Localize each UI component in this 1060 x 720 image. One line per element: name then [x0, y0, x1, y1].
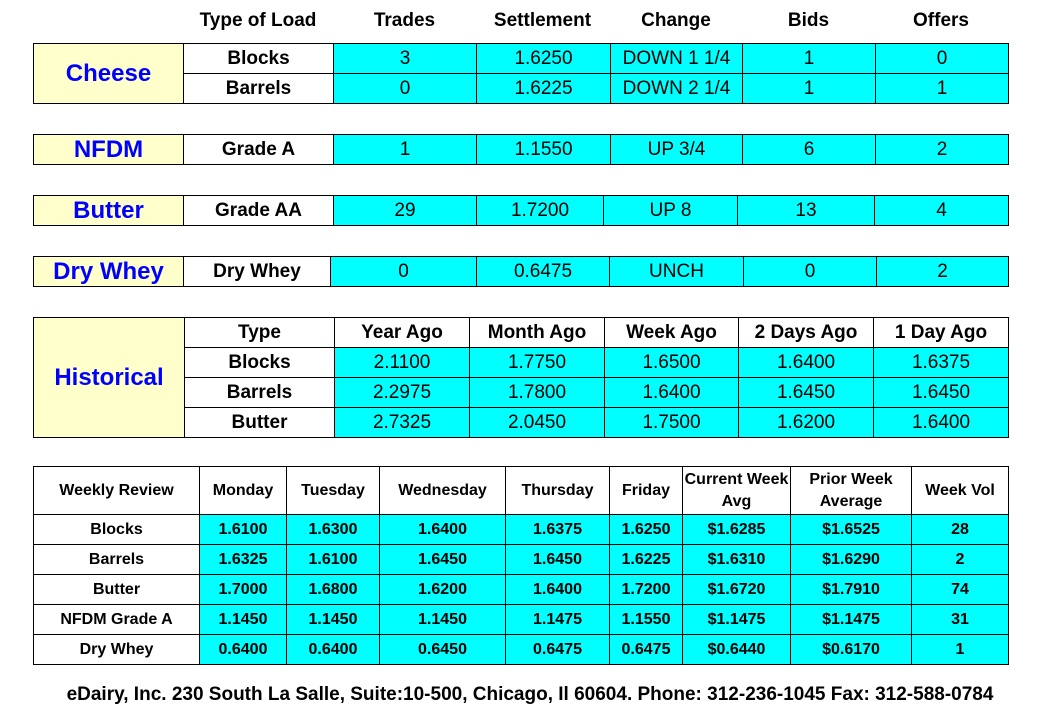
cheese-barrels-trades: 0 — [334, 74, 477, 104]
historical-row-label: Butter — [185, 408, 335, 438]
nfdm-label: NFDM — [34, 135, 184, 165]
weekly-row-label: Blocks — [34, 515, 200, 545]
weekly-cell: 1.6225 — [610, 545, 683, 575]
footer-contact: eDairy, Inc. 230 South La Salle, Suite:10-500, Chicago, Il 60604. Phone: 312-236-1045 Fax: 312-588-0784 — [66, 684, 994, 705]
historical-cell: 1.6400 — [874, 408, 1009, 438]
historical-cell: 2.7325 — [335, 408, 470, 438]
weekly-row-label: Barrels — [34, 545, 200, 575]
dry-whey-change: UNCH — [610, 257, 744, 287]
weekly-cell: 31 — [912, 605, 1009, 635]
weekly-cell: 1.6100 — [287, 545, 380, 575]
cheese-barrels-offers: 1 — [876, 74, 1009, 104]
weekly-cell: 1.1475 — [506, 605, 610, 635]
historical-cell: 1.6450 — [874, 378, 1009, 408]
weekly-header-prior-week-average: Prior Week Average — [791, 467, 912, 515]
dry-whey-label: Dry Whey — [34, 257, 184, 287]
cheese-barrels-settlement: 1.6225 — [477, 74, 611, 104]
weekly-cell: 1.6800 — [287, 575, 380, 605]
weekly-cell: 1.1550 — [610, 605, 683, 635]
weekly-cell: 1.6250 — [610, 515, 683, 545]
historical-cell: 1.7750 — [470, 348, 605, 378]
historical-cell: 1.6500 — [605, 348, 739, 378]
weekly-cell: 0.6475 — [610, 635, 683, 665]
weekly-cell: 74 — [912, 575, 1009, 605]
nfdm-trades: 1 — [334, 135, 477, 165]
weekly-cell: 1.6200 — [380, 575, 506, 605]
historical-header-week-ago: Week Ago — [605, 318, 739, 348]
header-change: Change — [641, 10, 711, 31]
nfdm-settlement: 1.1550 — [477, 135, 611, 165]
historical-cell: 1.6200 — [739, 408, 874, 438]
dry-whey-bids: 0 — [744, 257, 877, 287]
weekly-cell: 1.7200 — [610, 575, 683, 605]
dry-whey-trades: 0 — [331, 257, 477, 287]
weekly-header-week-vol: Week Vol — [912, 467, 1009, 515]
weekly-cell: $1.1475 — [683, 605, 791, 635]
header-bids: Bids — [787, 10, 830, 31]
weekly-row-label: NFDM Grade A — [34, 605, 200, 635]
weekly-cell: 1.6300 — [287, 515, 380, 545]
dry-whey-type: Dry Whey — [184, 257, 331, 287]
cheese-barrels-change: DOWN 2 1/4 — [611, 74, 743, 104]
historical-row-label: Blocks — [185, 348, 335, 378]
cheese-blocks-change: DOWN 1 1/4 — [611, 44, 743, 74]
weekly-cell: 28 — [912, 515, 1009, 545]
weekly-cell: 1.1450 — [287, 605, 380, 635]
nfdm-bids: 6 — [743, 135, 876, 165]
historical-header-month-ago: Month Ago — [470, 318, 605, 348]
historical-header-2-days-ago: 2 Days Ago — [739, 318, 874, 348]
weekly-cell: 0.6400 — [200, 635, 287, 665]
weekly-review-table — [33, 466, 1009, 665]
butter-offers: 4 — [875, 196, 1009, 226]
nfdm-change: UP 3/4 — [611, 135, 743, 165]
weekly-cell: 1.6450 — [506, 545, 610, 575]
weekly-cell: 0.6450 — [380, 635, 506, 665]
weekly-cell: 1.6100 — [200, 515, 287, 545]
nfdm-type: Grade A — [184, 135, 334, 165]
weekly-cell: $1.6285 — [683, 515, 791, 545]
weekly-header-current-week-avg: Current Week Avg — [683, 467, 791, 515]
header-offers: Offers — [913, 10, 969, 31]
weekly-cell: 0.6400 — [287, 635, 380, 665]
historical-header-year-ago: Year Ago — [335, 318, 470, 348]
cheese-blocks-bids: 1 — [743, 44, 876, 74]
cheese-blocks-trades: 3 — [334, 44, 477, 74]
weekly-cell: 1.6400 — [506, 575, 610, 605]
historical-label: Historical — [34, 318, 185, 438]
weekly-cell: $1.6290 — [791, 545, 912, 575]
weekly-cell: $1.1475 — [791, 605, 912, 635]
weekly-cell: 1.1450 — [380, 605, 506, 635]
historical-cell: 1.6400 — [605, 378, 739, 408]
butter-settlement: 1.7200 — [477, 196, 604, 226]
historical-cell: 1.7800 — [470, 378, 605, 408]
butter-type: Grade AA — [184, 196, 334, 226]
butter-trades: 29 — [334, 196, 477, 226]
header-settlement: Settlement — [493, 10, 592, 31]
historical-cell: 2.0450 — [470, 408, 605, 438]
weekly-cell: $0.6170 — [791, 635, 912, 665]
butter-table — [33, 195, 1009, 226]
weekly-cell: 1.6400 — [380, 515, 506, 545]
cheese-barrels-bids: 1 — [743, 74, 876, 104]
historical-row-label: Barrels — [185, 378, 335, 408]
historical-cell: 2.1100 — [335, 348, 470, 378]
weekly-cell: 1.6325 — [200, 545, 287, 575]
weekly-cell: $1.6525 — [791, 515, 912, 545]
cheese-table — [33, 43, 1009, 104]
dry-whey-settlement: 0.6475 — [477, 257, 610, 287]
weekly-cell: 1.1450 — [200, 605, 287, 635]
weekly-row-label: Butter — [34, 575, 200, 605]
historical-cell: 2.2975 — [335, 378, 470, 408]
cheese-blocks-offers: 0 — [876, 44, 1009, 74]
butter-bids: 13 — [738, 196, 875, 226]
header-type-of-load: Type of Load — [199, 10, 317, 31]
historical-cell: 1.7500 — [605, 408, 739, 438]
header-trades: Trades — [373, 10, 436, 31]
dry-whey-table — [33, 256, 1009, 287]
weekly-cell: 1.6375 — [506, 515, 610, 545]
weekly-header-weekly-review: Weekly Review — [34, 467, 200, 515]
weekly-header-tuesday: Tuesday — [287, 467, 380, 515]
weekly-cell: $1.6720 — [683, 575, 791, 605]
weekly-cell: $1.6310 — [683, 545, 791, 575]
weekly-cell: $0.6440 — [683, 635, 791, 665]
cheese-blocks-type: Blocks — [184, 44, 334, 74]
butter-change: UP 8 — [604, 196, 738, 226]
nfdm-table — [33, 134, 1009, 165]
weekly-header-wednesday: Wednesday — [380, 467, 506, 515]
nfdm-offers: 2 — [876, 135, 1009, 165]
historical-header-type: Type — [185, 318, 335, 348]
weekly-cell: $1.7910 — [791, 575, 912, 605]
weekly-cell: 1 — [912, 635, 1009, 665]
weekly-cell: 1.6450 — [380, 545, 506, 575]
cheese-blocks-settlement: 1.6250 — [477, 44, 611, 74]
weekly-cell: 1.7000 — [200, 575, 287, 605]
historical-table — [33, 317, 1009, 438]
historical-cell: 1.6450 — [739, 378, 874, 408]
dry-whey-offers: 2 — [877, 257, 1009, 287]
historical-cell: 1.6400 — [739, 348, 874, 378]
historical-cell: 1.6375 — [874, 348, 1009, 378]
cheese-label: Cheese — [34, 44, 184, 104]
weekly-header-monday: Monday — [200, 467, 287, 515]
butter-label: Butter — [34, 196, 184, 226]
cheese-barrels-type: Barrels — [184, 74, 334, 104]
historical-header-1-day-ago: 1 Day Ago — [874, 318, 1009, 348]
weekly-header-friday: Friday — [610, 467, 683, 515]
weekly-row-label: Dry Whey — [34, 635, 200, 665]
weekly-header-thursday: Thursday — [506, 467, 610, 515]
weekly-cell: 2 — [912, 545, 1009, 575]
weekly-cell: 0.6475 — [506, 635, 610, 665]
